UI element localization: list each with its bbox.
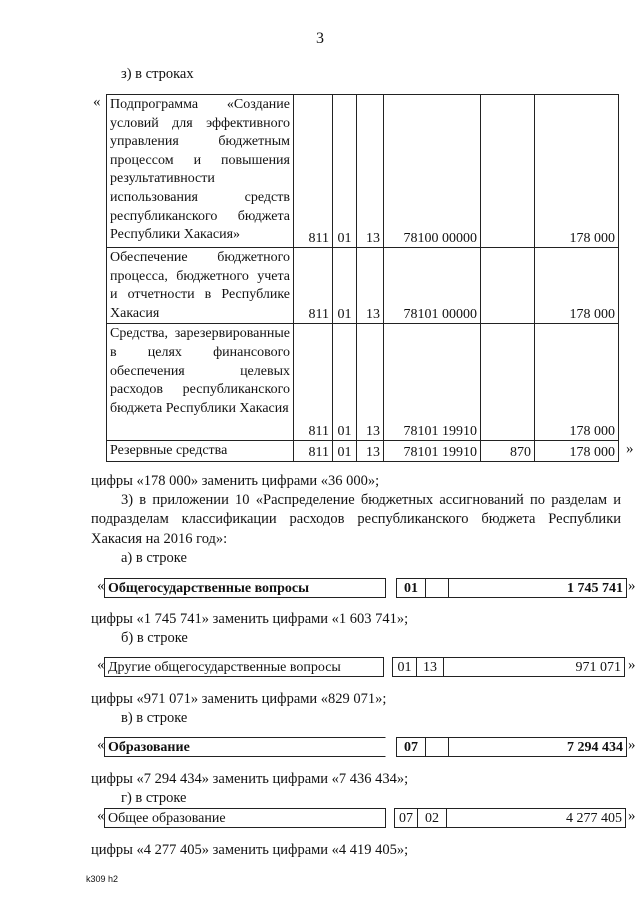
table-row [107, 441, 619, 462]
row-name: Образование [104, 737, 386, 757]
cell-expense-type [481, 95, 535, 248]
cell-section: 07 [396, 737, 426, 757]
row-name: Средства, зарезервированные в целях финансового обеспечения целевых расходов республиканского бюджета Республики Хакасия [107, 324, 294, 441]
cell-target-article: 78100 00000 [384, 95, 481, 248]
cell-amount: 178 000 [535, 248, 619, 324]
sub-item-b: б) в строке [121, 630, 188, 646]
cell-amount: 178 000 [535, 324, 619, 441]
sub-item-g: г) в строке [121, 790, 187, 806]
cell-expense-type: 870 [481, 441, 535, 462]
cell-amount: 4 277 405 [446, 808, 626, 828]
sub-item-a: а) в строке [121, 550, 187, 566]
row-name: Подпрограмма «Создание условий для эффективного управления бюджетным процессом и повышения результативности использования средств республиканского бюджета Республики Хакасия» [107, 95, 294, 248]
cell-expense-type [481, 248, 535, 324]
row-name: Общее образование [104, 808, 386, 828]
cell-subsection: 13 [357, 95, 384, 248]
open-quote: « [97, 578, 105, 594]
row-name: Обеспечение бюджетного процесса, бюджетного учета и отчетности в Республике Хакасия [107, 248, 294, 324]
replace-note-a: цифры «1 745 741» заменить цифрами «1 603 741»; [91, 611, 409, 627]
cell-ministry: 811 [294, 441, 333, 462]
cell-amount: 178 000 [535, 95, 619, 248]
cell-amount: 971 071 [443, 657, 625, 677]
cell-amount: 1 745 741 [448, 578, 627, 598]
close-quote: » [628, 808, 636, 824]
cell-expense-type [481, 324, 535, 441]
row-name: Общегосударственные вопросы [104, 578, 386, 598]
cell-subsection: 13 [357, 324, 384, 441]
cell-target-article: 78101 19910 [384, 441, 481, 462]
cell-subsection [425, 578, 449, 598]
row-education [105, 737, 627, 757]
close-quote: » [628, 737, 636, 753]
close-quote: » [628, 578, 636, 594]
cell-subsection: 13 [357, 248, 384, 324]
sub-item-v: в) в строке [121, 710, 188, 726]
cell-subsection [425, 737, 449, 757]
cell-target-article: 78101 19910 [384, 324, 481, 441]
cell-section: 07 [394, 808, 418, 828]
cell-subsection: 13 [416, 657, 444, 677]
close-quote: » [628, 657, 636, 673]
cell-section: 01 [392, 657, 417, 677]
table-row [107, 324, 619, 441]
cell-section: 01 [333, 441, 357, 462]
cell-ministry: 811 [294, 248, 333, 324]
row-name: Другие общегосударственные вопросы [104, 657, 384, 677]
open-quote: « [97, 737, 105, 753]
cell-subsection: 13 [357, 441, 384, 462]
budget-lines-table [106, 94, 619, 462]
cell-amount: 178 000 [535, 441, 619, 462]
open-quote: « [97, 657, 105, 673]
open-quote: « [97, 808, 105, 824]
page-number: 3 [316, 30, 324, 47]
paragraph-3: 3) в приложении 10 «Распределение бюджетных ассигнований по разделам и подразделам классификации расходов республиканского бюджета Республики Хакасия на 2016 год»: [91, 492, 621, 547]
cell-section: 01 [396, 578, 426, 598]
main-table-close-quote: » [626, 441, 634, 457]
row-other-state-issues [105, 657, 625, 677]
replace-note-1: цифры «178 000» заменить цифрами «36 000»; [91, 473, 380, 489]
cell-section: 01 [333, 324, 357, 441]
replace-note-v: цифры «7 294 434» заменить цифрами «7 436 434»; [91, 771, 409, 787]
row-name: Резервные средства [107, 441, 294, 462]
cell-section: 01 [333, 95, 357, 248]
replace-note-g: цифры «4 277 405» заменить цифрами «4 419 405»; [91, 842, 409, 858]
row-general-education [105, 808, 626, 828]
table-row [107, 248, 619, 324]
intro-line: з) в строках [121, 66, 194, 82]
main-table-open-quote: « [93, 94, 101, 110]
footer-code: k309 h2 [86, 874, 119, 884]
row-general-state-issues [105, 578, 627, 598]
cell-target-article: 78101 00000 [384, 248, 481, 324]
cell-amount: 7 294 434 [448, 737, 627, 757]
cell-ministry: 811 [294, 324, 333, 441]
cell-ministry: 811 [294, 95, 333, 248]
replace-note-b: цифры «971 071» заменить цифрами «829 071»; [91, 691, 387, 707]
cell-section: 01 [333, 248, 357, 324]
table-row [107, 95, 619, 248]
cell-subsection: 02 [417, 808, 447, 828]
